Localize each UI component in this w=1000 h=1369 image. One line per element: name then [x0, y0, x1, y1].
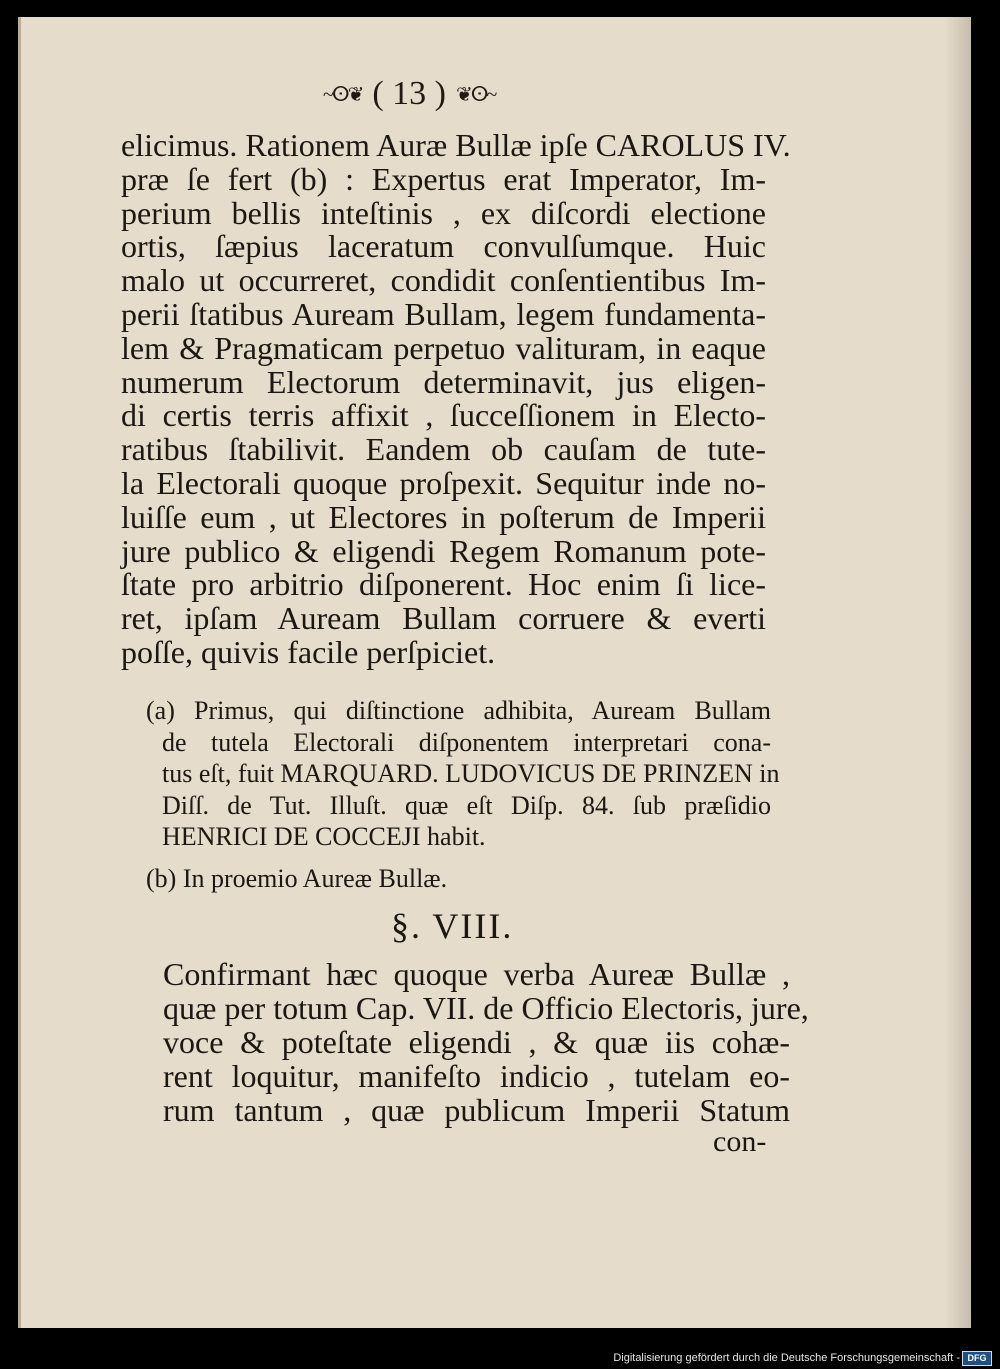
text-line: numerum Electorum determinavit, jus eligen-: [121, 363, 766, 400]
text-line: luiſſe eum , ut Electores in poſterum de Imperii: [121, 498, 766, 535]
text-line: di certis terris affixit , ſucceſſionem in Electo-: [121, 397, 766, 434]
text-line: la Electorali quoque proſpexit. Sequitur inde no-: [121, 464, 766, 501]
text-line: rum tantum , quæ publicum Imperii Statum: [163, 1092, 790, 1128]
digitization-footer: [0, 1344, 1000, 1369]
footnote-line: Diſſ. de Tut. Illuſt. quæ eſt Diſp. 84. ſub præſidio: [162, 790, 771, 820]
right-ornament: ❦ⵙ~: [456, 83, 496, 106]
text-line: voce & poteſtate eligendi , & quæ iis cohæ-: [163, 1024, 790, 1060]
section-heading: §. VIII.: [391, 906, 514, 946]
book-page: [18, 17, 971, 1328]
text-line: lem & Pragmaticam perpetuo valituram, in eaque: [121, 329, 766, 366]
footnote-a: [146, 695, 780, 853]
page-header: [323, 75, 495, 113]
text-line: ret, ipſam Auream Bullam corruere & everti: [121, 600, 766, 637]
footnote-line: de tutela Electorali diſponentem interpretari cona-: [162, 727, 771, 757]
text-line: malo ut occurreret, condidit conſentientibus Im-: [121, 262, 766, 299]
text-line: perii ſtatibus Auream Bullam, legem fundamenta-: [121, 295, 766, 332]
footnotes: [146, 695, 780, 894]
text-line: quæ per totum Cap. VII. de Officio Electoris, jure,: [163, 990, 809, 1026]
text-line: elicimus. Rationem Auræ Bullæ ipſe CAROLUS IV.: [121, 127, 791, 163]
footnote-line: tus eſt, fuit MARQUARD. LUDOVICUS DE PRINZEN in: [162, 759, 780, 788]
text-line: Confirmant hæc quoque verba Aureæ Bullæ ,: [163, 956, 790, 992]
section-paragraph: [163, 956, 809, 1128]
text-line: perium bellis inteſtinis , ex diſcordi electione: [121, 194, 766, 231]
footnote-b: (b) In proemio Aureæ Bullæ.: [146, 863, 448, 893]
footnote-line: HENRICI DE COCCEJI habit.: [162, 822, 486, 851]
text-line: præ ſe fert (b) : Expertus erat Imperator, Im-: [121, 160, 766, 197]
page-number: ( 13 ): [372, 75, 446, 112]
text-line: ortis, ſæpius laceratum convulſumque. Huic: [121, 228, 766, 265]
main-paragraph: [121, 127, 791, 670]
text-line: ratibus ſtabilivit. Eandem ob cauſam de tute-: [121, 431, 766, 468]
footer-credit: Digitalisierung gefördert durch die Deutsche Forschungsgemeinschaft -: [613, 1352, 960, 1364]
catchword: con-: [713, 1125, 767, 1158]
text-line: ſtate pro arbitrio diſponerent. Hoc enim ſi lice-: [121, 566, 766, 603]
left-ornament: ~ⵙ❦: [323, 83, 363, 106]
text-line: jure publico & eligendi Regem Romanum pote-: [121, 532, 766, 569]
text-line: rent loquitur, manifeſto indicio , tutelam eo-: [163, 1058, 790, 1094]
text-line: poſſe, quivis facile perſpiciet.: [121, 633, 496, 670]
footnote-line: (a) Primus, qui diſtinctione adhibita, Auream Bullam: [146, 696, 771, 725]
dfg-logo-icon: DFG: [962, 1351, 992, 1366]
